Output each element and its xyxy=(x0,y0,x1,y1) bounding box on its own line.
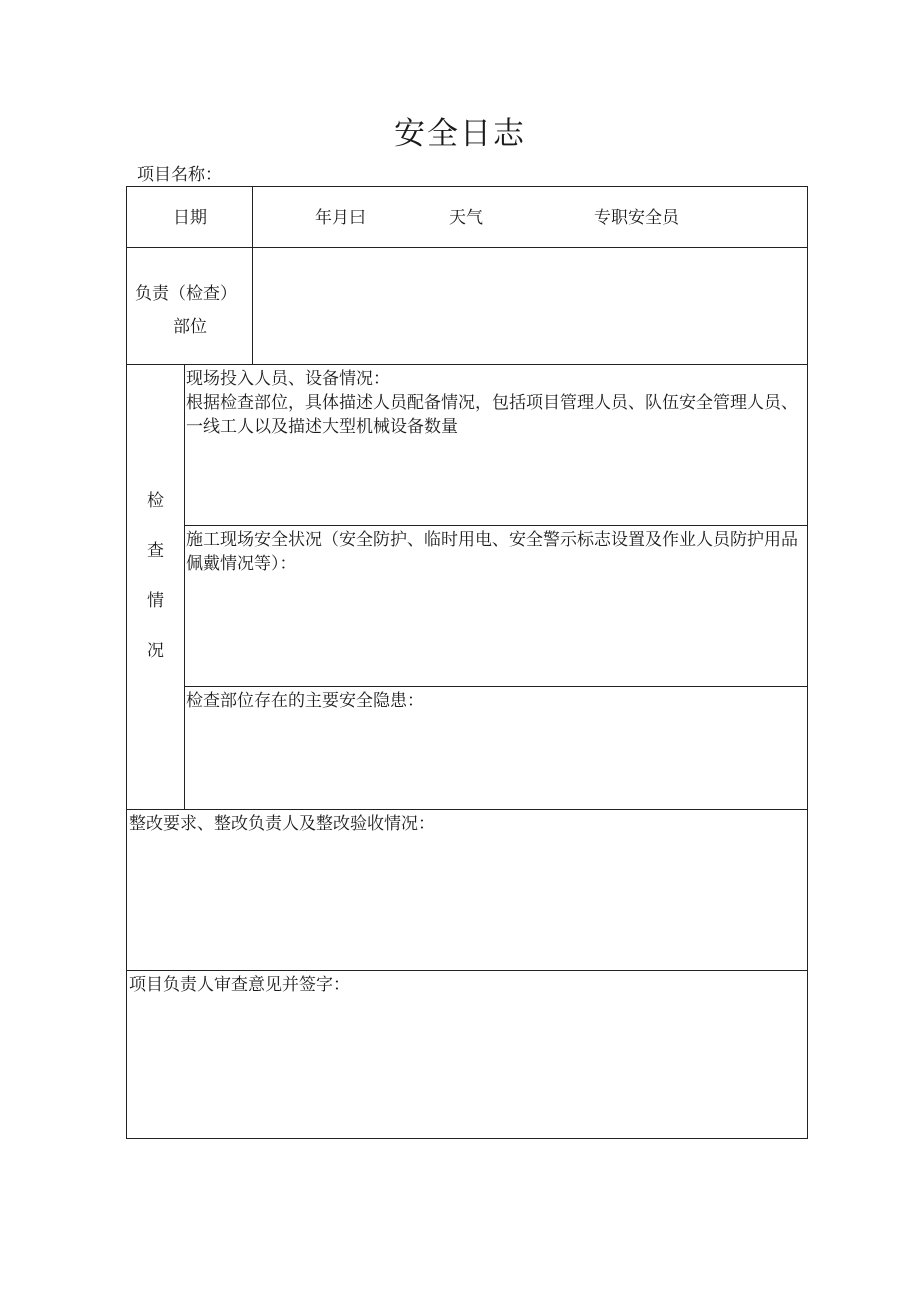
inspection-side-label xyxy=(127,489,184,689)
dept-label-line1: 负责（检查） xyxy=(135,284,237,304)
page-title: 安全日志 xyxy=(394,116,526,152)
hazards-title: 检查部位存在的主要安全隐患： xyxy=(186,691,424,711)
site-safety-title: 施工现场安全状况（安全防护、临时用电、安全警示标志设置及作业人员防护用品佩戴情况等）： xyxy=(186,530,798,574)
personnel-title: 现场投入人员、设备情况： xyxy=(186,369,390,389)
side-label-char: 情 xyxy=(147,591,164,611)
project-name-label: 项目名称： xyxy=(137,165,222,185)
row-divider-inspection xyxy=(127,809,807,810)
weather-label: 天气 xyxy=(449,208,483,228)
col-divider-inspection xyxy=(184,364,185,809)
safety-officer-label: 专职安全员 xyxy=(594,208,679,228)
side-label-char: 况 xyxy=(147,641,164,661)
col-divider-label xyxy=(252,187,253,364)
safety-log-form xyxy=(126,186,808,1139)
date-value: 年月曰 xyxy=(315,208,366,228)
row-divider-personnel xyxy=(184,525,807,526)
row-divider-rectification xyxy=(127,970,807,971)
row-divider-dept xyxy=(127,364,807,365)
row-divider-site-safety xyxy=(184,686,807,687)
side-label-char: 查 xyxy=(147,541,164,561)
date-label: 日期 xyxy=(173,208,207,228)
review-title: 项目负责人审查意见并签字： xyxy=(129,975,350,995)
side-label-char: 检 xyxy=(147,491,164,511)
personnel-desc: 根据检查部位，具体描述人员配备情况，包括项目管理人员、队伍安全管理人员、一线工人以及描述大型机械设备数量 xyxy=(186,393,798,437)
rectification-title: 整改要求、整改负责人及整改验收情况： xyxy=(129,814,435,834)
row-divider-header xyxy=(127,247,807,248)
dept-label-line2: 部位 xyxy=(173,317,207,337)
